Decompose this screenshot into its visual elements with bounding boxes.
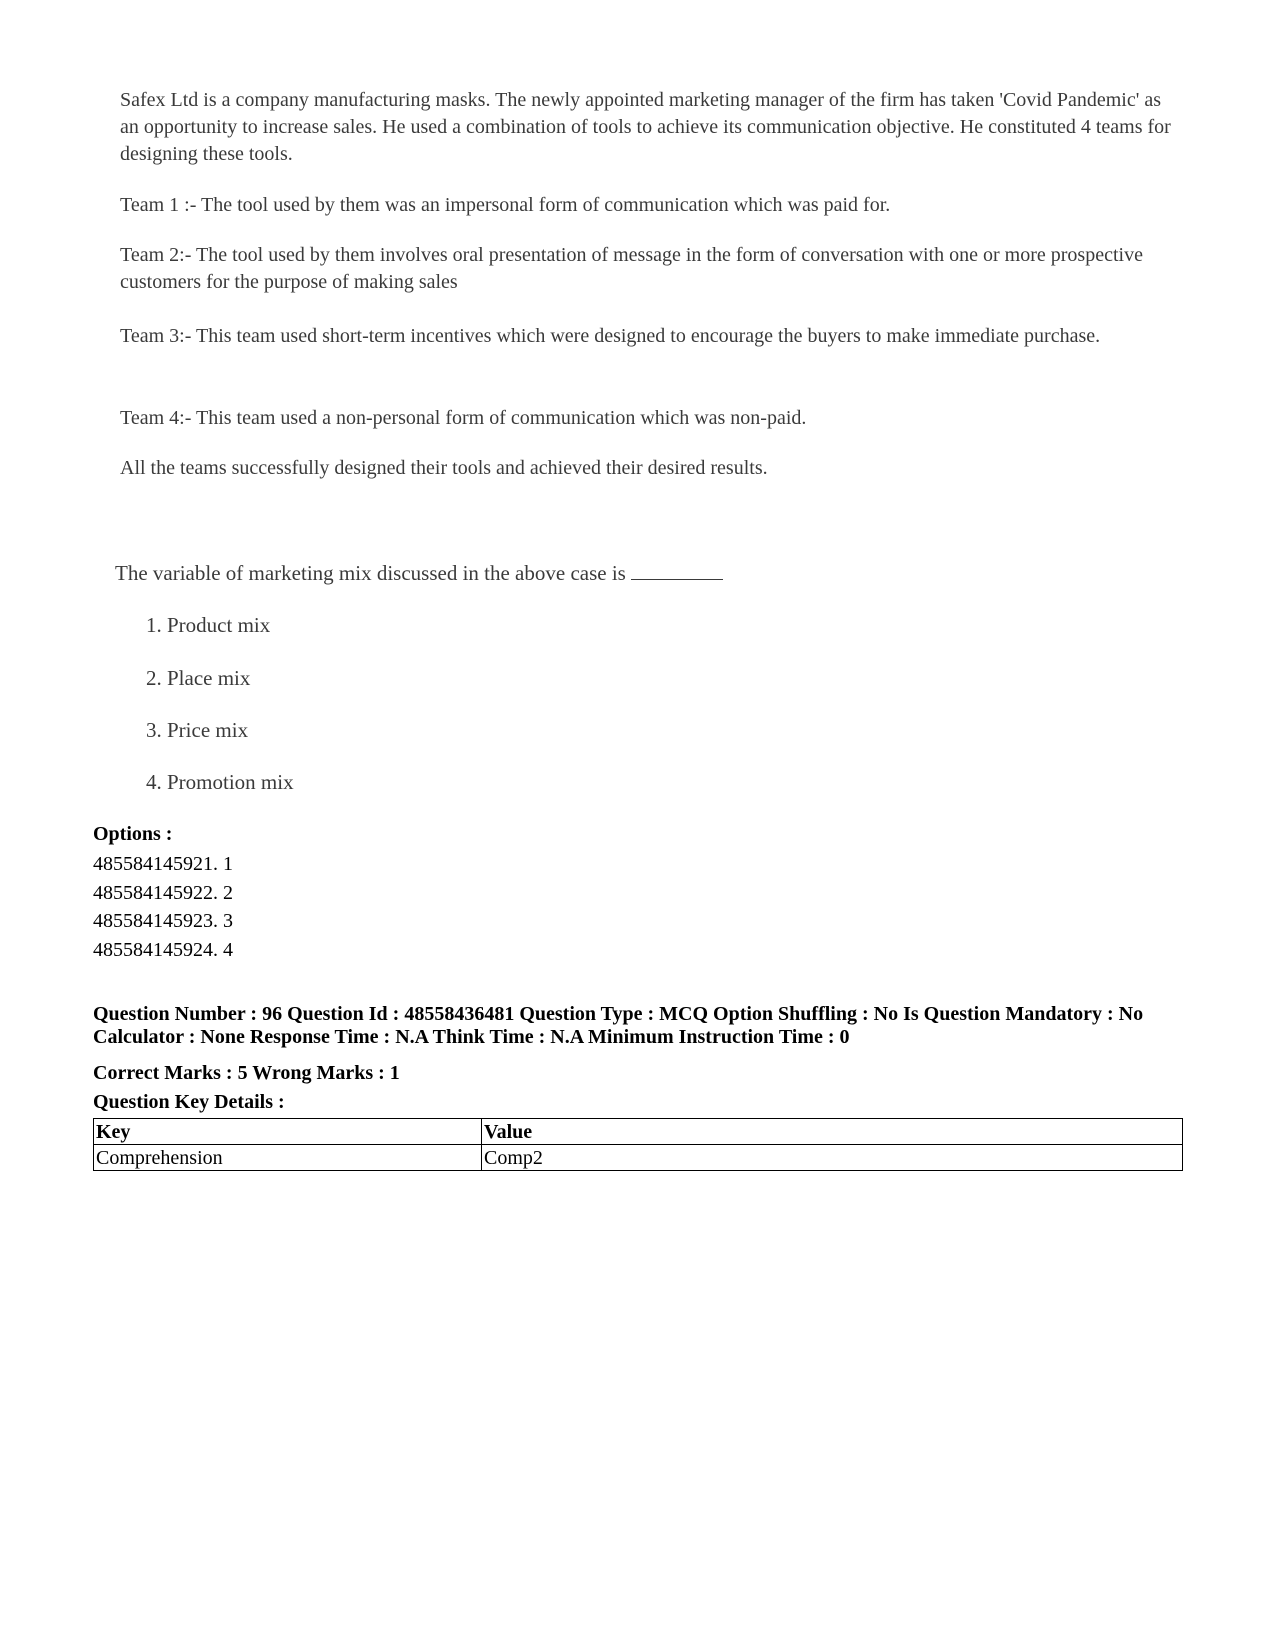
option-item-1: 485584145921. 1 bbox=[93, 853, 233, 875]
team-1-text: Team 1 :- The tool used by them was an impersonal form of communication which was paid for. bbox=[120, 194, 891, 216]
key-details-heading: Question Key Details : bbox=[93, 1091, 285, 1113]
team-2-text: Team 2:- The tool used by them involves oral presentation of message in the form of conversation with one or more prospective customers for the purpose of making sales bbox=[120, 244, 1143, 293]
question-meta: Question Number : 96 Question Id : 48558436481 Question Type : MCQ Option Shuffling : No Is Question Mandatory : No Calculator : None Response Time : N.A Think Time : N.A Minimum Instruction Time : 0 bbox=[93, 1003, 1144, 1048]
option-item-2: 485584145922. 2 bbox=[93, 881, 233, 904]
choice-1: 1. Product mix bbox=[146, 613, 271, 637]
table-row bbox=[94, 1145, 1183, 1171]
cell-key: Comprehension bbox=[94, 1145, 482, 1171]
option-item-3: 485584145923. 3 bbox=[93, 910, 233, 932]
header-key: Key bbox=[94, 1119, 482, 1145]
key-details-table bbox=[93, 1118, 1183, 1171]
team-4-text: Team 4:- This team used a non-personal form of communication which was non-paid. bbox=[120, 407, 807, 429]
options-list bbox=[93, 850, 233, 964]
case-conclusion-text: All the teams successfully designed their tools and achieved their desired results. bbox=[120, 457, 768, 479]
header-value: Value bbox=[482, 1119, 1183, 1145]
marks-line: Correct Marks : 5 Wrong Marks : 1 bbox=[93, 1062, 400, 1084]
question-stem bbox=[115, 560, 723, 587]
case-intro-text: Safex Ltd is a company manufacturing masks. The newly appointed marketing manager of the firm has taken 'Covid Pandemic' as an opportunity to increase sales. He used a combination of tools to achieve its communication objective. He constituted 4 teams for designing these tools. bbox=[120, 89, 1171, 165]
table-header-row bbox=[94, 1119, 1183, 1145]
choice-3: 3. Price mix bbox=[146, 718, 249, 742]
question-stem-text: The variable of marketing mix discussed in the above case is bbox=[115, 561, 632, 585]
choice-4: 4. Promotion mix bbox=[146, 770, 294, 794]
options-heading: Options : bbox=[93, 823, 173, 845]
choice-2: 2. Place mix bbox=[146, 666, 251, 690]
cell-value: Comp2 bbox=[482, 1145, 1183, 1171]
option-item-4: 485584145924. 4 bbox=[93, 938, 233, 961]
answer-blank bbox=[631, 563, 723, 580]
team-3-text: Team 3:- This team used short-term incentives which were designed to encourage the buyers to make immediate purchase. bbox=[120, 325, 1101, 347]
